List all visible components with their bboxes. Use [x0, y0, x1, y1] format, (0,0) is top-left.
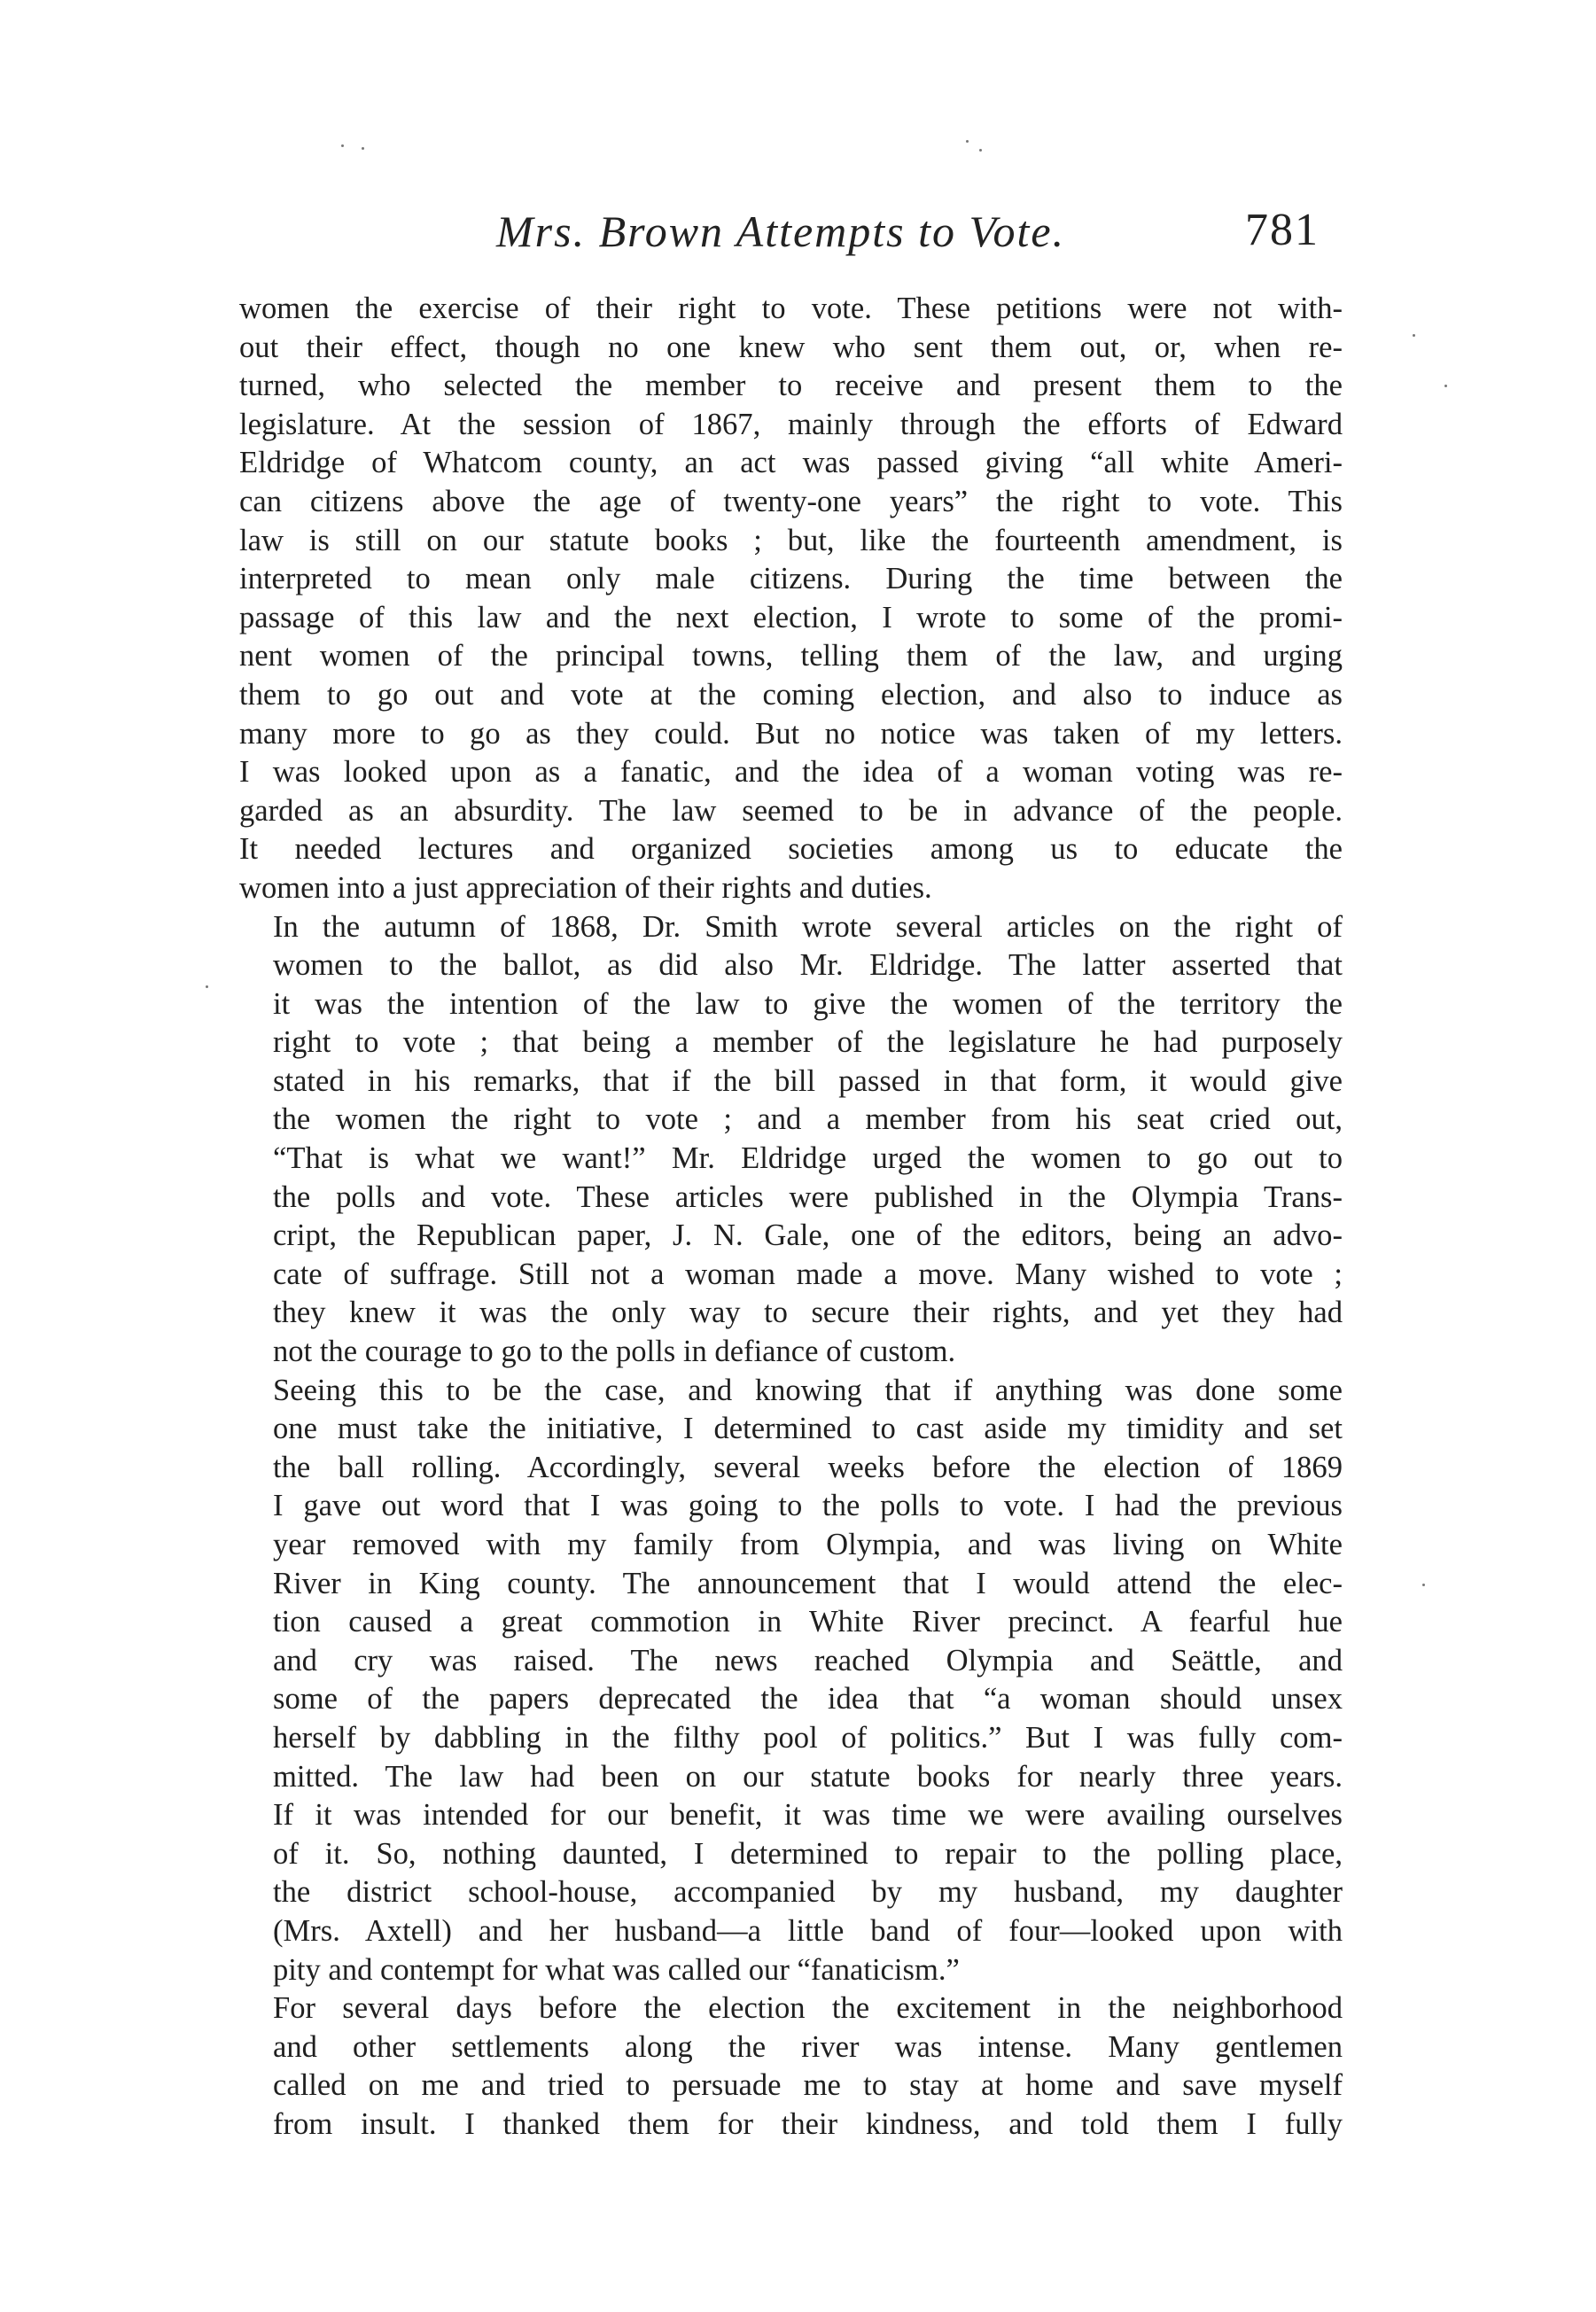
- scan-speck: [966, 140, 969, 143]
- text-line: (Mrs. Axtell) and her husband—a little band of four—looked upon with: [273, 1913, 1343, 1948]
- text-line: cate of suffrage. Still not a woman made a move. Many wished to vote ;: [273, 1257, 1343, 1291]
- scan-speck: [1422, 1584, 1425, 1586]
- text-line: women into a just appreciation of their rights and duties.: [239, 870, 932, 905]
- text-line: pity and contempt for what was called our “fanaticism.”: [273, 1952, 960, 1987]
- text-line: turned, who selected the member to receive and present them to the: [239, 369, 1343, 403]
- text-line: women the exercise of their right to vote. These petitions were not with-: [239, 292, 1343, 325]
- paragraph-1: [239, 290, 1343, 908]
- scan-speck: [1413, 334, 1415, 337]
- text-line: herself by dabbling in the filthy pool of politics.” But I was fully com-: [273, 1720, 1343, 1755]
- scan-speck: [206, 985, 208, 988]
- text-line: garded as an absurdity. The law seemed to be in advance of the people.: [239, 793, 1343, 828]
- text-line: Eldridge of Whatcom county, an act was passed giving “all white Ameri-: [239, 446, 1343, 480]
- text-line: they knew it was the only way to secure their rights, and yet they had: [273, 1296, 1343, 1330]
- text-line: of it. So, nothing daunted, I determined to repair to the polling place,: [273, 1836, 1343, 1871]
- text-line: “That is what we want!” Mr. Eldridge urged the women to go out to: [273, 1141, 1343, 1176]
- paragraph-4: [239, 1989, 1343, 2144]
- text-line: interpreted to mean only male citizens. During the time between the: [239, 562, 1343, 596]
- page-number: 781: [1245, 205, 1320, 255]
- text-line: them to go out and vote at the coming election, and also to induce as: [239, 677, 1343, 712]
- text-line: from insult. I thanked them for their kindness, and told them I fully: [273, 2106, 1343, 2141]
- text-line: law is still on our statute books ; but, like the fourteenth amendment, is: [239, 523, 1343, 557]
- scan-speck: [341, 144, 344, 147]
- running-title: Mrs. Brown Attempts to Vote.: [496, 206, 1066, 256]
- body-text: [239, 290, 1343, 2145]
- text-line: year removed with my family from Olympia, and was living on White: [273, 1528, 1343, 1561]
- text-line: and other settlements along the river was intense. Many gentlemen: [273, 2029, 1343, 2064]
- text-line: mitted. The law had been on our statute books for nearly three years.: [273, 1759, 1343, 1794]
- text-line: the polls and vote. These articles were published in the Olympia Trans-: [273, 1179, 1343, 1214]
- text-line: many more to go as they could. But no notice was taken of my letters.: [239, 716, 1343, 751]
- scan-speck: [362, 147, 364, 150]
- text-line: out their effect, though no one knew who sent them out, or, when re-: [239, 330, 1343, 364]
- text-line: one must take the initiative, I determined to cast aside my timidity and set: [273, 1412, 1343, 1446]
- text-line: the ball rolling. Accordingly, several weeks before the election of 1869: [273, 1450, 1343, 1484]
- paragraph-2: [239, 908, 1343, 1372]
- text-line: passage of this law and the next election, I wrote to some of the promi-: [239, 600, 1343, 634]
- text-line: For several days before the election the excitement in the neighborhood: [273, 1991, 1343, 2026]
- scan-speck: [979, 149, 982, 152]
- text-line: women to the ballot, as did also Mr. Eldridge. The latter asserted that: [273, 948, 1343, 983]
- text-line: can citizens above the age of twenty-one years” the right to vote. This: [239, 484, 1343, 518]
- paragraph-3: [239, 1372, 1343, 1990]
- text-line: right to vote ; that being a member of the legislature he had purposely: [273, 1025, 1343, 1060]
- text-line: Seeing this to be the case, and knowing that if anything was done some: [273, 1373, 1343, 1407]
- text-line: legislature. At the session of 1867, mainly through the efforts of Edward: [239, 407, 1343, 441]
- text-line: tion caused a great commotion in White River precinct. A fearful hue: [273, 1605, 1343, 1639]
- scan-speck: [1444, 385, 1447, 387]
- text-line: some of the papers deprecated the idea that “a woman should unsex: [273, 1682, 1343, 1716]
- text-line: cript, the Republican paper, J. N. Gale, one of the editors, being an advo-: [273, 1218, 1343, 1253]
- text-line: and cry was raised. The news reached Olympia and Seättle, and: [273, 1643, 1343, 1678]
- text-line: River in King county. The announcement that I would attend the elec-: [273, 1566, 1343, 1600]
- text-line: It needed lectures and organized societies among us to educate the: [239, 832, 1343, 867]
- text-line: the women the right to vote ; and a member from his seat cried out,: [273, 1102, 1343, 1137]
- text-line: it was the intention of the law to give the women of the territory the: [273, 986, 1343, 1021]
- text-line: In the autumn of 1868, Dr. Smith wrote several articles on the right of: [273, 909, 1343, 944]
- text-line: the district school-house, accompanied by my husband, my daughter: [273, 1875, 1343, 1910]
- text-line: nent women of the principal towns, telling them of the law, and urging: [239, 639, 1343, 673]
- text-line: If it was intended for our benefit, it was time we were availing ourselves: [273, 1798, 1343, 1833]
- text-line: called on me and tried to persuade me to stay at home and save myself: [273, 2068, 1343, 2103]
- text-line: not the courage to go to the polls in defiance of custom.: [273, 1335, 956, 1369]
- text-line: stated in his remarks, that if the bill passed in that form, it would give: [273, 1063, 1343, 1098]
- text-line: I gave out word that I was going to the polls to vote. I had the previous: [273, 1489, 1343, 1523]
- text-line: I was looked upon as a fanatic, and the idea of a woman voting was re-: [239, 755, 1343, 790]
